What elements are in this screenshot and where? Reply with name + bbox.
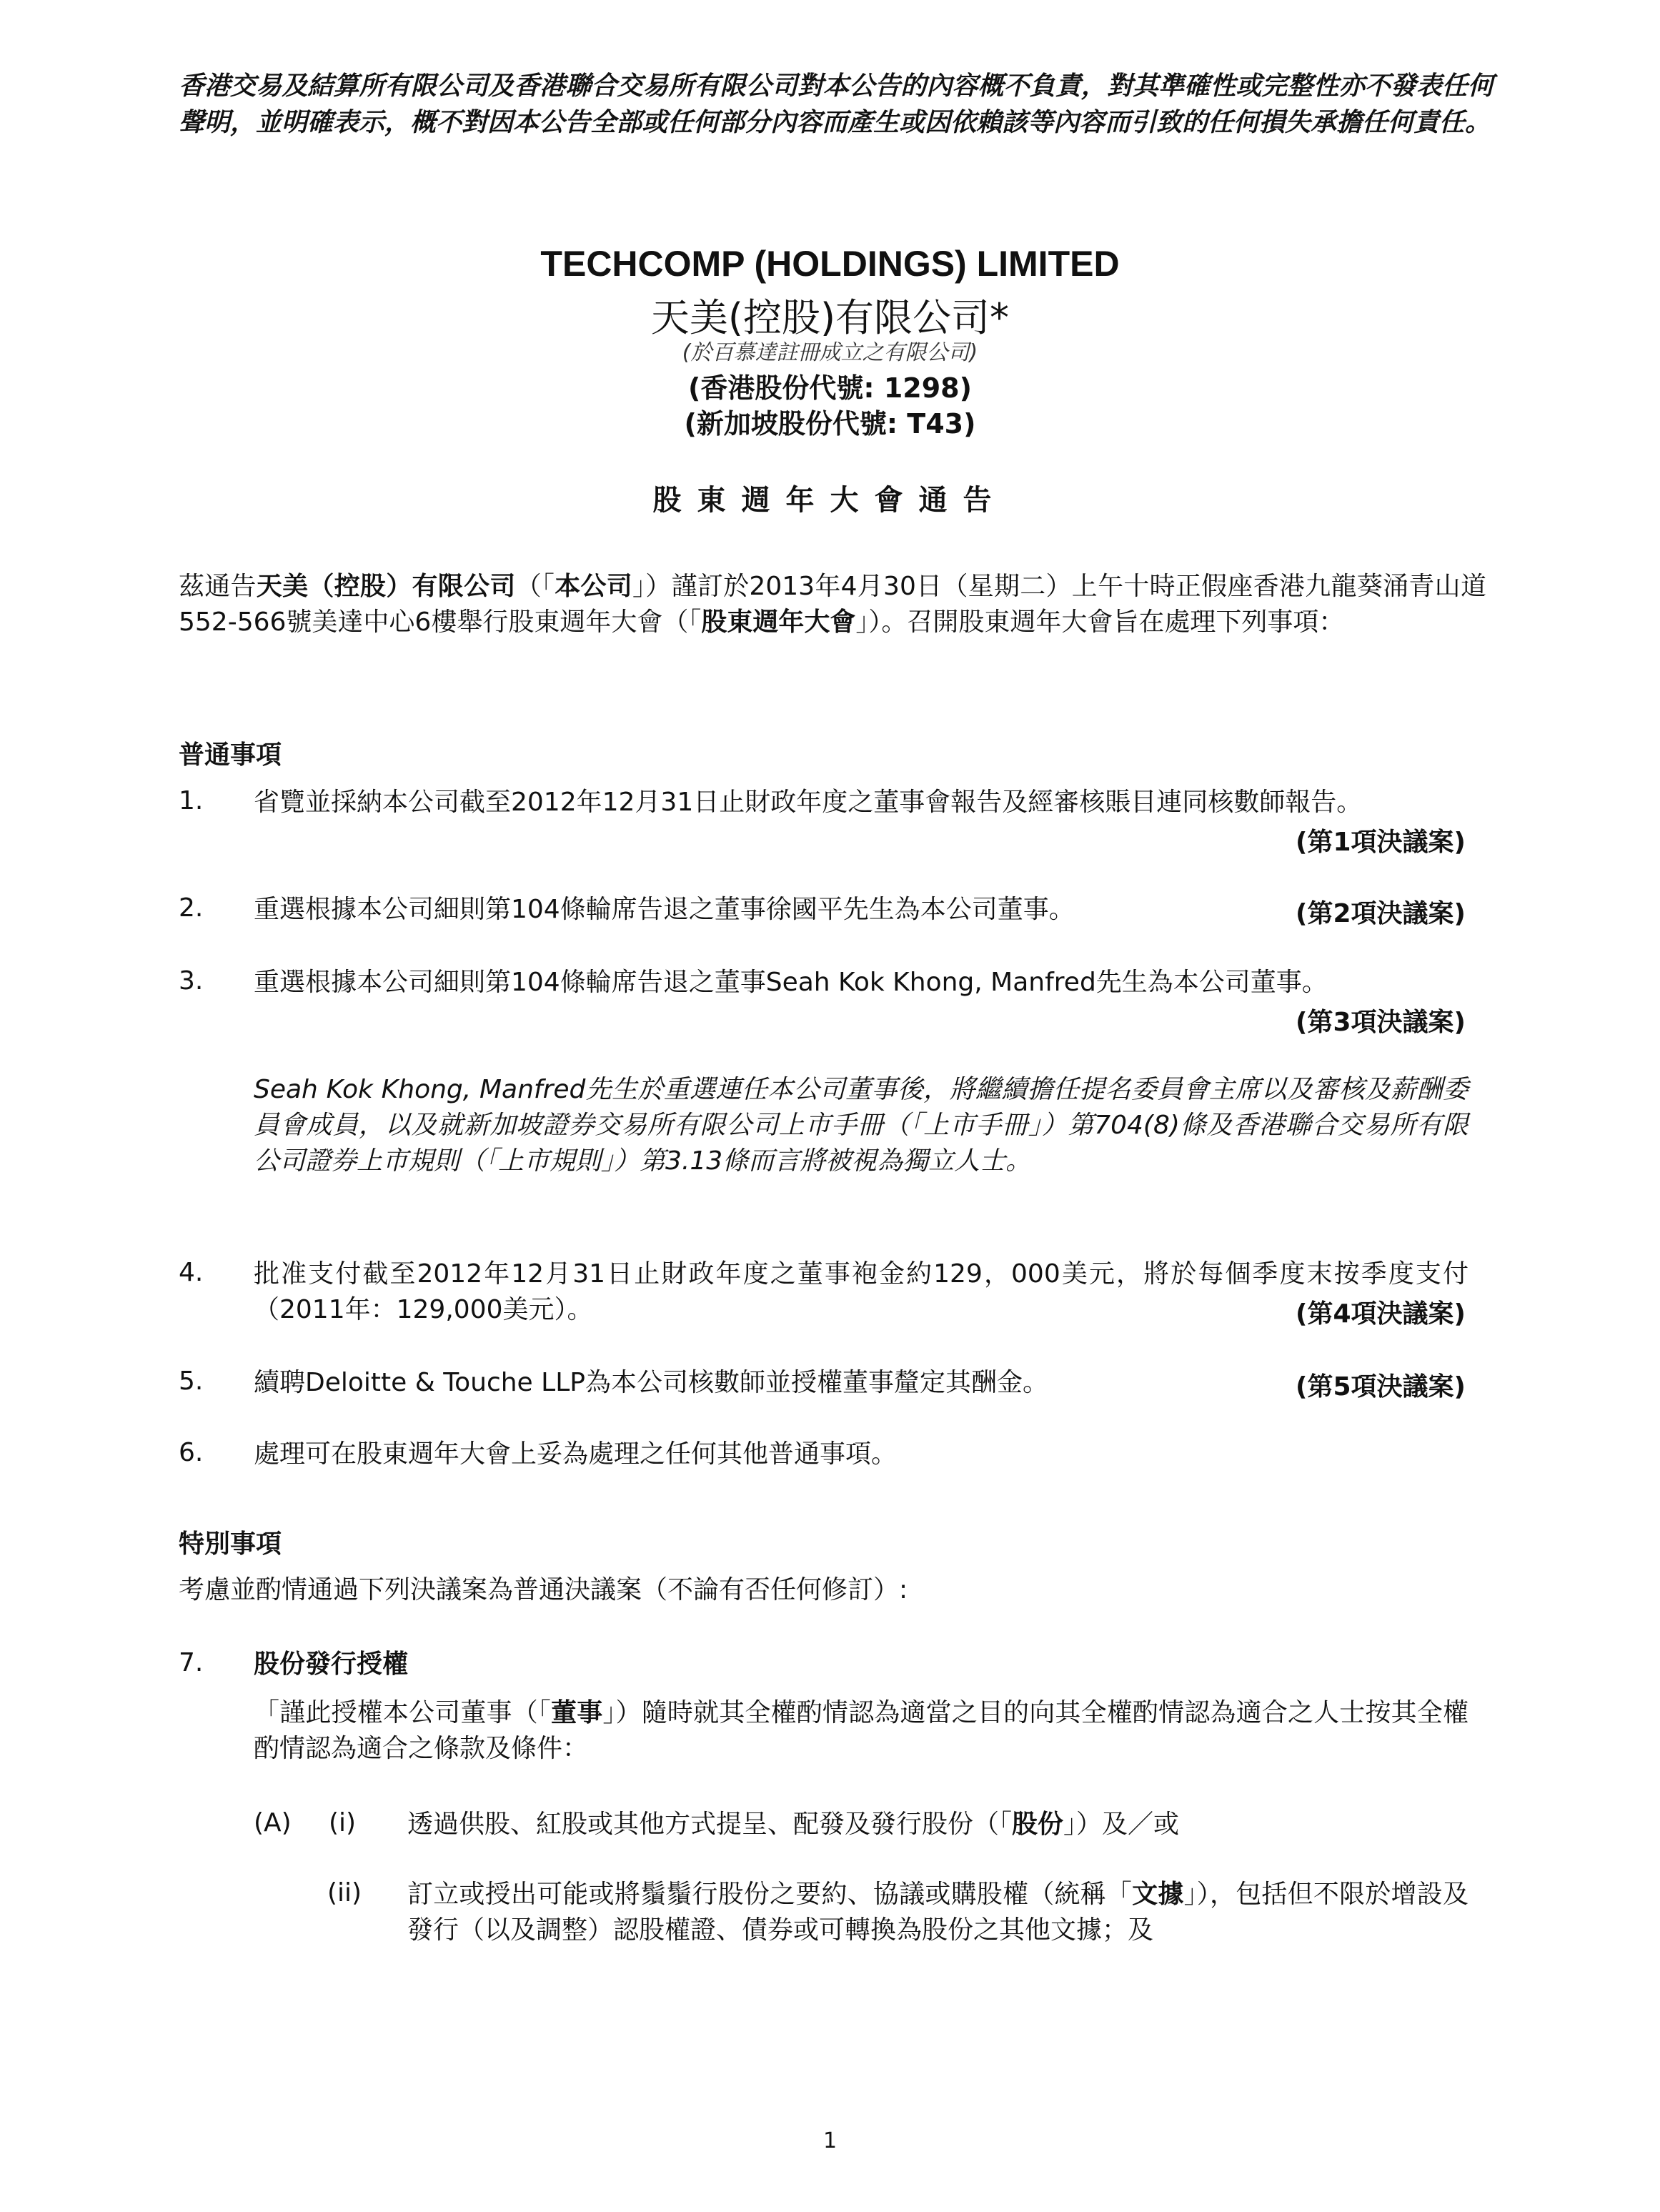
- incorporation-note: (於百慕達註冊成立之有限公司): [682, 340, 978, 365]
- notice-title: 股東週年大會通告: [652, 484, 1008, 517]
- resolution-text: 重選根據本公司細則第104條輪席告退之董事徐國平先生為本公司董事。: [254, 895, 1075, 924]
- sub-item-label-a: (A): [254, 1808, 292, 1837]
- resolution-text: 處理可在股東週年大會上妥為處理之任何其他普通事項。: [254, 1439, 898, 1469]
- resolution-text: 批准支付截至2012年12月31日止財政年度之董事袍金約129，000美元，將於每個季度末按季度支付（2011年：129,000美元）。: [254, 1259, 1468, 1324]
- item-number: 6.: [179, 1438, 204, 1467]
- agm-bold: 股東週年大會: [701, 607, 856, 637]
- intro-text: 」）。召開股東週年大會旨在處理下列事項：: [855, 607, 1345, 637]
- intro-text: 茲通告: [179, 572, 257, 601]
- mandate-paragraph: [254, 1695, 1468, 1767]
- item-number: 5.: [179, 1367, 204, 1396]
- intro-text: 」）謹訂於2013年4月30日（星期二）上午十時正假座香港九龍葵涌青山道552-566號美達中心6樓舉行股東週年大會（「: [179, 572, 1486, 637]
- ordinary-business-heading: 普通事項: [179, 740, 282, 770]
- share-issue-mandate-title: 股份發行授權: [254, 1650, 409, 1679]
- company-short-bold: 本公司: [555, 572, 633, 601]
- resolution-label: (第1項決議案): [1296, 828, 1466, 857]
- resolution-label: (第3項決議案): [1296, 1008, 1466, 1037]
- sub-item-text: 」）及／或: [1063, 1810, 1180, 1839]
- sub-item-text: 」），包括但不限於增設及發行（以及調整）認股權證、債券或可轉換為股份之其他文據；及: [407, 1880, 1468, 1945]
- item-number: 4.: [179, 1258, 204, 1287]
- disclaimer: 香港交易及結算所有限公司及香港聯合交易所有限公司對本公告的內容概不負責，對其準確性或完整性亦不發表任何聲明，並明確表示，概不對因本公告全部或任何部分內容而產生或因依賴該等內容而引致的任何損失承擔任何責任。: [179, 71, 1493, 137]
- sub-item-text: 透過供股、紅股或其他方式提呈、配發及發行股份（「: [407, 1810, 1013, 1839]
- sub-item-i-text: [407, 1807, 1468, 1842]
- sub-item-text: 訂立或授出可能或將鬚鬚行股份之要約、協議或購股權（統稱「: [407, 1880, 1133, 1909]
- resolution-text: 續聘Deloitte & Touche LLP為本公司核數師並授權董事釐定其酬金。: [254, 1368, 1048, 1397]
- company-name-en: TECHCOMP (HOLDINGS) LIMITED: [540, 244, 1120, 284]
- resolution-text: 省覽並採納本公司截至2012年12月31日止財政年度之董事會報告及經審核賬目連同核數師報告。: [254, 788, 1363, 817]
- shares-bold: 股份: [1012, 1810, 1064, 1839]
- sub-item-label-ii: (ii): [327, 1878, 362, 1908]
- resolution-label: (第2項決議案): [1296, 899, 1466, 928]
- resolution-text: 重選根據本公司細則第104條輪席告退之董事Seah Kok Khong, Manfred先生為本公司董事。: [254, 968, 1328, 997]
- directors-bold: 董事: [551, 1698, 603, 1727]
- company-name-zh: 天美(控股)有限公司*: [650, 295, 1010, 340]
- director-note: Seah Kok Khong, Manfred先生於重選連任本公司董事後，將繼續擔任提名委員會主席以及審核及薪酬委員會成員，以及就新加坡證券交易所有限公司上市手冊（「上市手冊」）第704(8)條及香港聯合交易所有限公司證券上市規則（「上市規則」）第3.13條而言將被視為獨立人士。: [254, 1075, 1468, 1176]
- page-number: 1: [822, 2128, 838, 2153]
- item-number: 1.: [179, 786, 204, 815]
- special-intro: 考慮並酌情通過下列決議案為普通決議案（不論有否任何修訂）:: [179, 1575, 908, 1605]
- resolution-label: (第4項決議案): [1296, 1299, 1466, 1329]
- sub-item-ii-text: [407, 1877, 1468, 1948]
- mandate-text: 」）隨時就其全權酌情認為適當之目的向其全權酌情認為適合之人士按其全權酌情認為適合之條款及條件：: [254, 1698, 1468, 1763]
- hk-stock-code: (香港股份代號: 1298): [688, 372, 972, 404]
- item-number: 7.: [179, 1648, 204, 1677]
- special-business-heading: 特別事項: [179, 1529, 282, 1559]
- sg-stock-code: (新加坡股份代號: T43): [684, 408, 976, 440]
- company-name-bold: 天美（控股）有限公司: [256, 572, 516, 601]
- mandate-text: 「謹此授權本公司董事（「: [254, 1698, 552, 1727]
- instruments-bold: 文據: [1132, 1880, 1184, 1909]
- item-number: 3.: [179, 966, 204, 996]
- intro-text: （「: [515, 572, 555, 601]
- resolution-label: (第5項決議案): [1296, 1372, 1466, 1402]
- item-number: 2.: [179, 893, 204, 923]
- sub-item-label-i: (i): [329, 1808, 357, 1837]
- intro-paragraph: [179, 569, 1486, 640]
